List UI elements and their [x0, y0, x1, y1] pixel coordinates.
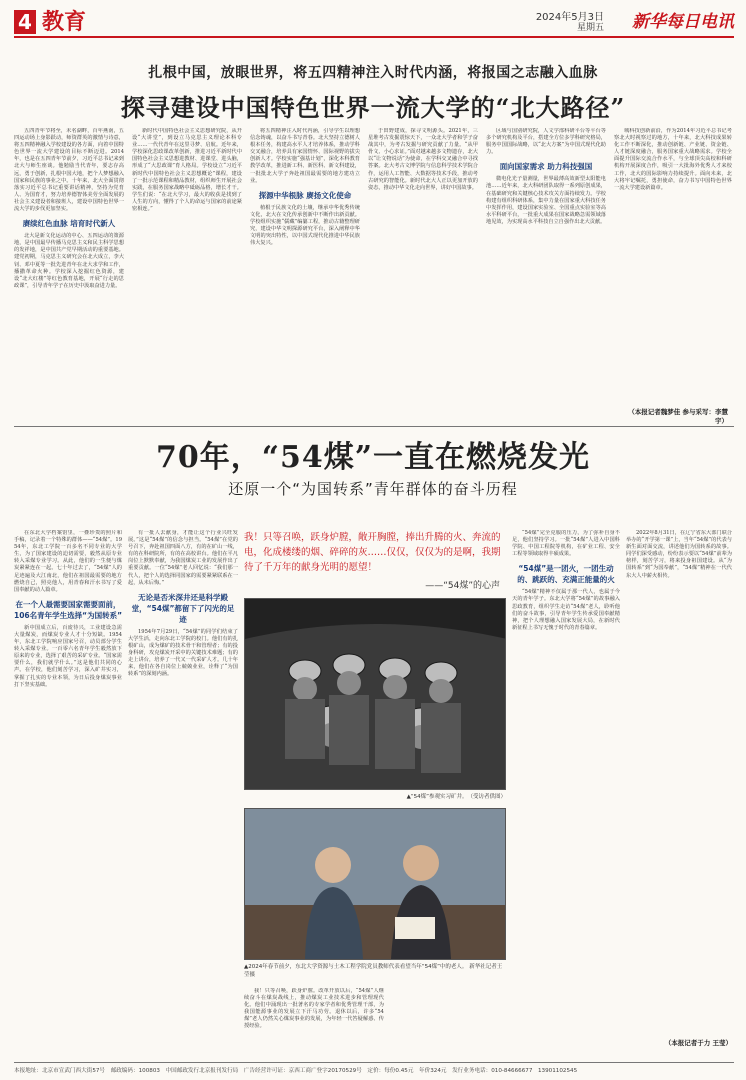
story1-col1-subhead: 赓续红色血脉 培育时代新人: [22, 219, 116, 229]
mine-visit-photo: [244, 598, 506, 790]
story1-subtitle: 扎根中国，放眼世界，将五四精神注入时代内涵，将报国之志融入血脉: [148, 65, 598, 81]
story2-col1-text-b: 新中国成立后，百废待兴，工业建设急需大量煤炭，而煤炭专业人才十分短缺。1954年，东北工学院响应国家号召，动员部分学生转入采煤专业。一百零六名青年学生毅然放下原来的专业，选择了艰苦的采矿专业。“国家需要什么，我们就学什么。”这是他们共同的心声。在学校，他们刻苦学习，深入矿井实习，掌握了扎实的专业本领，为日后投身煤炭事业打下坚实基础。: [14, 624, 122, 688]
paper-logo: 新华每日电讯: [632, 12, 734, 32]
story2-col4-text: “54煤”完全克服的压力，为了弥补自身不足，他们坚持学习。一批“54煤”人进入中国科学院、中国工程院等机构，在矿业工程、安全工程等领域取得丰硕成果。: [512, 530, 620, 558]
issue-date: [536, 12, 604, 34]
story2-column-3: [244, 988, 384, 1058]
story1-col6-text: 城科技创新前沿，作为2014年习近平总书记考察北大时视察过的地方，十年来，北大科技成果转化工作不断深化，推动创新链、产业链、资金链、人才链深度融合，服务国家重大战略需求。学校全面提升国际交流合作水平，与全球顶尖高校和科研机构开展深度合作，吸引一大批海外优秀人才来校工作，北大的国际影响力持续提升。面向未来，北大将牢记嘱托，勇担使命，奋力书写中国特色世界一流大学建设新篇章。: [614, 128, 732, 191]
story2-col2-subhead: 无论是否米深井还是科学殿堂，“54煤”都留下了闪光的足迹: [131, 592, 235, 624]
story2-column-1: [14, 530, 122, 1058]
story2-byline: （本报记者于力 王莹）: [664, 1039, 732, 1047]
story1-col4-text: 于田野建成，探寻文明源头。2021年，三星堆考古发掘震惊天下，一众北大学者和学子奋战其中，为考古发掘与研究贡献了力量。“从甲骨文、小心求证。”面对越来越多文物遗存，北大以“让文物说话”为使命，在学科交叉融合中寻找答案。北大考古文博学院与信息科学技术学院合作，运用人工智能、大数据等技术手段，推动考古研究的智能化。新时代北大人正以更加开放的姿态，推动中华文化走向世界，讲好中国故事。: [368, 128, 478, 191]
photo2-credit: 新华社记者王莹摄: [244, 964, 503, 978]
photo1-caption: ▲“54煤”参观实习矿井。 （受访者供图）: [406, 794, 506, 800]
story1-title: 探寻建设中国特色世界一流大学的“北大路径”: [120, 93, 626, 122]
story2-col5-text: 2022年8月31日，在辽宁省东大部门联合举办的“开学第一课”上，当年“54煤”的代表与新生面对面交流，讲述他们为国转系的故事。同学们深受感动，纷纷表示要以“54煤”前辈为榜样，刻苦学习，将来投身祖国建设。从“为国转系”到“为国奉献”，“54煤”精神在一代代东大人中薪火相传。: [626, 530, 732, 579]
section-number: 4: [14, 10, 36, 34]
story2-col2-text: 有一批人去献身，才能让这个行业兴旺发展。”这是“54煤”的信念与担当。“54煤”在党的号召下，奔赴祖国四面八方，有的在矿山一线，有的在科研院所，有的在高校讲台。他们在平凡岗位上默默奉献，为我国煤炭工业的发展作出了重要贡献。一位“54煤”老人回忆说：“我们那一代人，把个人的选择同国家的需要紧紧联系在一起，从未后悔。”: [128, 530, 238, 586]
teachers-visit-photo: [244, 808, 506, 960]
story1-col5-text-b: 微电化光子量测量，世界最薄高效新型太阳能电池……近年来，北大科研团队取得一系列原创成果，在基础研究和关键核心技术攻关方面持续发力。学校构建有组织科研体系，集中力量在国家重大科技任务中发挥作用，建设国家实验室、全国重点实验室等高水平科研平台，一批重大成果在国家战略急需领域落地见效，为实现高水平科技自立自强作出北大贡献。: [486, 176, 606, 225]
story1-col3-text-b: 植根于民族文化的土壤，继承中华优秀传统文化，北大在文化传承创新中不断作出新贡献。学校组织实施“儒藏”编纂工程，推动古籍整理研究，建设中华文明探源研究平台，深入阐释中华文明的突出特性，以中国式现代化推进中华民族伟大复兴。: [250, 204, 360, 247]
story1-column-1: [14, 128, 124, 420]
story1-col2-text: 新时代中国特色社会主义思想研究院，从开设“大讲堂”，到设立马克思主义理论本科专业……一代代青年在这里寻梦、启航。近年来，学校深化思政课改革创新，推进习近平新时代中国特色社会主义思想进教材、进课堂、进头脑，形成了“大思政课”育人格局。学校设立“习近平新时代中国特色社会主义思想概论”课程，建设了一批示范课程和精品教材，组织师生开展社会实践，在服务国家战略中砥砺品格，增长才干。学生们说：“在北大学习，最大的收获是找到了人生的方向，懂得了个人的命运与国家的前途紧密相连。”: [132, 128, 242, 213]
story2-col1-text: 在东北大学档案馆里，一叠珍贵的照片和手稿，记录着一个特殊的群体——“54煤”。1954年，东北工学院一百多名不同专业的大学生，为了国家建设的迫切需要，毅然从原专业转入采煤专业学习。从此，他们的一生便与煤炭紧紧连在一起。七十年过去了，“54煤”人的足迹遍及大江南北，他们在祖国最需要的地方燃烧自己，照亮他人，用青春和汗水书写了爱国奉献的动人篇章。: [14, 530, 122, 593]
story2-column-4: [512, 530, 620, 1058]
page-footer: 本报地址：北京市宣武门西大街57号 邮政编码：100803 中国邮政发行北京报刊发行局 广告经营许可证：京西工商广登字20170529号 定价：每份0.45元 年价324元 发行业务电话：010-84666677 13901102545: [14, 1062, 734, 1074]
story2-col4-text-b: “54煤”精神不仅属于那一代人，也属于今天的青年学子。东北大学将“54煤”的故事融入思政教育，组织学生走访“54煤”老人，聆听他们的奋斗故事，引导青年学生传承爱国奉献精神，把个人理想融入国家发展大局，在新时代新征程上书写无愧于时代的青春篇章。: [512, 589, 620, 631]
story1-col3-text: 将五四精神注入时代内涵，引导学生以理想信念铸魂，以奋斗书写青春。北大坚持立德树人根本任务，构建高水平人才培养体系，推动学科交叉融合，培养具有家国情怀、国际视野的拔尖创新人才。学校实施“强基计划”，深化本科教育教学改革，推进新工科、新医科、新文科建设，一批批北大学子奔赴祖国最需要的地方建功立业。: [250, 128, 360, 184]
pull-quote-source: ——“54煤”的心声: [425, 581, 500, 591]
story2-col1-subhead: 在一个人最需要国家需要面前，106名青年学生选择“为国转系”: [14, 599, 122, 620]
story1-column-2: [132, 128, 242, 420]
story2-column-2: [128, 530, 238, 1058]
story1-col1-text: 五四青年节将至，未名湖畔，百年燕南，五四运动场上身影跃动，师资群英的激情与诗意，将五四精神融入学校建设的各方面，向着中国特色世界一流大学建设的目标不断迈进。2014年，也是在五四青年节前夕，习近平总书记来到北大与师生座谈。他勉励当代青年，要志存高远，勇于创新，扎根中国大地，把个人梦想融入国家和民族的事业之中。十年来，北大全面贯彻落实习近平总书记重要讲话精神，坚持为党育人、为国育才，努力培养德智体美劳全面发展的社会主义建设者和接班人，建设中国特色世界一流大学的步伐更加坚实。: [14, 128, 124, 213]
story1-col1-text-b: 北大是新文化运动的中心、五四运动的策源地，是中国最早传播马克思主义和民主科学思想的发祥地，是中国共产党早期活动的重要基地。建党初期，马克思主义研究会在北大成立，李大钊、邓中夏等一批先进青年在北大求学和工作，播撒革命火种。学校深入挖掘红色资源，建设“北大红楼”等红色教育基地，开展“行走的思政课”，引导青年学子在历史中汲取奋进力量。: [14, 233, 124, 289]
story1-byline: （本报记者魏梦佳 参与采写：李慧宇）: [628, 408, 728, 425]
story2-column-5: [626, 530, 732, 1036]
story-divider: [14, 426, 734, 427]
story2-col2-text-b: 1954年7月29日，“54煤”的同学们结束了大学生活，走向东北工学院的校门。他们有的扎根矿山，成为煤矿的技术骨干和管理者；有的投身科研，攻克煤炭开采中的关键技术难题；有的走上讲台，培养了一代又一代采矿人才。几十年来，他们在各自岗位上兢兢业业，诠释了“为国转系”的深刻内涵。: [128, 628, 238, 678]
elderly-visit-illustration: [245, 809, 506, 960]
story2-col3-text: 我！只等召唤，跃身炉膛。改革开放以后，“54煤”人继续奋斗在煤炭战线上，推动煤炭工业技术进步和管理现代化。他们中涌现出一批著名的专家学者和优秀管理干部，为我国能源事业的发展立下汗马功劳。退休以后，许多“54煤”老人仍然关心煤炭事业的发展，为年轻一代答疑解惑、传授经验。: [244, 988, 384, 1030]
story1-col3-subhead: 探源中华根脉 赓扬文化使命: [258, 190, 352, 200]
photo2-caption: [244, 964, 506, 979]
story2-title: 70年，“54煤”一直在燃烧发光: [155, 440, 590, 475]
section-name: 教育: [42, 9, 87, 35]
story1-column-5: [486, 128, 606, 420]
story1-column-4: [368, 128, 478, 420]
story1-column-6: [614, 128, 732, 406]
photo2-caption-text: ▲2024年春节前夕，东北大学资源与土木工程学院党员教师代表看望当年“54煤”中的老人。: [244, 964, 468, 970]
issue-weekday: 星期五: [576, 23, 604, 33]
story2-subtitle: 还原一个“为国转系”青年群体的奋斗历程: [228, 480, 518, 498]
story1-column-3: [250, 128, 360, 420]
story1-col5-text: 区域与国别研究院，人文学部科研平台等平台等多个研究机构及平台，搭建全方位多学科研究格局，服务中国国际战略，以“北大方案”为中国式现代化助力。: [486, 128, 606, 156]
pull-quote: 我！只等召唤，跃身炉膛，敞开胸膛，捧出升腾的火、奔流的电，化成楼缕的烟、碎碎的灰……仅仅，仅仅为的是啊，我期待了千万年的献身光明的愿望！: [244, 532, 501, 573]
miners-illustration: [245, 599, 506, 790]
story2-col4-subhead: “54煤”是一团火，一团生动的、跳跃的、充满正能量的火: [517, 564, 615, 585]
issue-date-text: 2024年5月3日: [535, 12, 604, 23]
story1-col5-subhead: 面向国家需求 助力科技强国: [499, 162, 593, 172]
page-masthead: [14, 8, 734, 38]
